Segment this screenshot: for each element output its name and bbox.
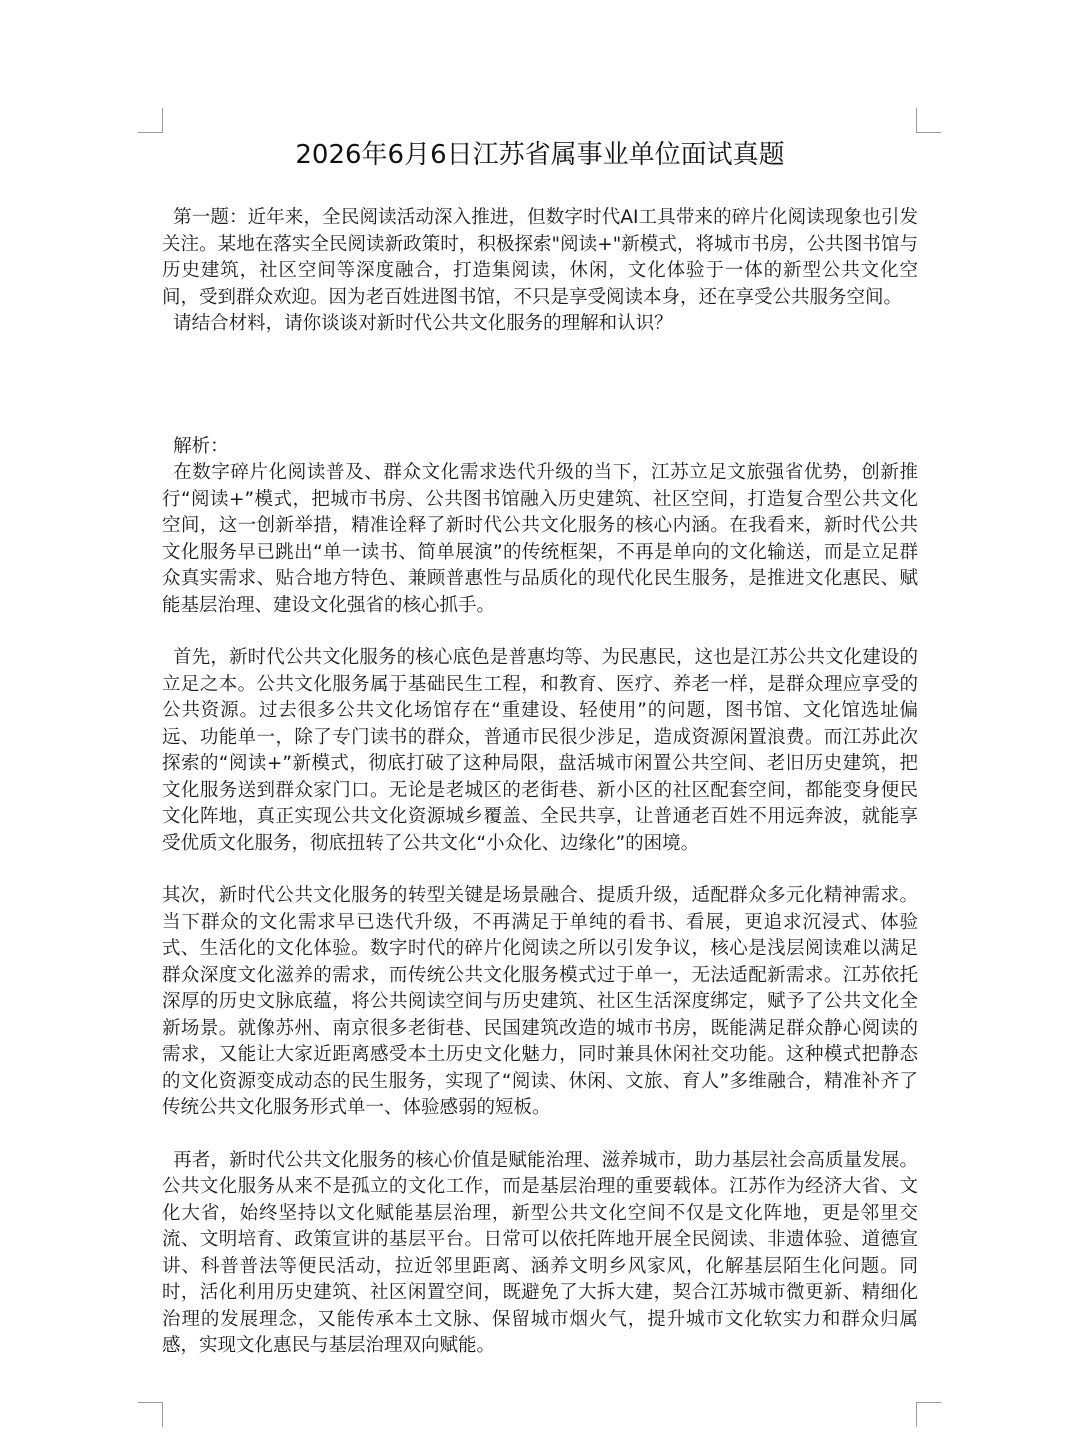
crop-mark-top-right [916,108,941,133]
crop-mark-bottom-left [138,1402,163,1427]
analysis-paragraph-2: 首先，新时代公共文化服务的核心底色是普惠均等、为民惠民，这也是江苏公共文化建设的立足之本。公共文化服务属于基础民生工程，和教育、医疗、养老一样，是群众理应享受的公共资源。过去很多公共文化场馆存在“重建设、轻使用”的问题，图书馆、文化馆选址偏远、功能单一，除了专门读书的群众，普通市民很少涉足，造成资源闲置浪费。而江苏此次探索的“阅读+”新模式，彻底打破了这种局限，盘活城市闲置公共空间、老旧历史建筑，把文化服务送到群众家门口。无论是老城区的老街巷、新小区的社区配套空间，都能变身便民文化阵地，真正实现公共文化资源城乡覆盖、全民共享，让普通老百姓不用远奔波，就能享受优质文化服务，彻底扭转了公共文化“小众化、边缘化”的困境。 [162,647,918,854]
question-prompt: 请结合材料，请你谈谈对新时代公共文化服务的理解和认识？ [173,313,673,334]
analysis-paragraph-3: 其次，新时代公共文化服务的转型关键是场景融合、提质升级，适配群众多元化精神需求。当下群众的文化需求早已迭代升级，不再满足于单纯的看书、看展，更追求沉浸式、体验式、生活化的文化体验。数字时代的碎片化阅读之所以引发争议，核心是浅层阅读难以满足群众深度文化滋养的需求，而传统公共文化服务模式过于单一，无法适配新需求。江苏依托深厚的历史文脉底蕴，将公共阅读空间与历史建筑、社区生活深度绑定，赋予了公共文化全新场景。就像苏州、南京很多老街巷、民国建筑改造的城市书房，既能满足群众静心阅读的需求，又能让大家近距离感受本土历史文化魅力，同时兼具休闲社交功能。这种模式把静态的文化资源变成动态的民生服务，实现了“阅读、休闲、文旅、育人”多维融合，精准补齐了传统公共文化服务形式单一、体验感弱的短板。 [162,885,918,1118]
analysis-paragraph-1: 在数字碎片化阅读普及、群众文化需求迭代升级的当下，江苏立足文旅强省优势，创新推行“阅读+”模式，把城市书房、公共图书馆融入历史建筑、社区空间，打造复合型公共文化空间，这一创新举措，精准诠释了新时代公共文化服务的核心内涵。在我看来，新时代公共文化服务早已跳出“单一读书、简单展演”的传统框架，不再是单向的文化输送，而是立足群众真实需求、贴合地方特色、兼顾普惠性与品质化的现代化民生服务，是推进文化惠民、赋能基层治理、建设文化强省的核心抓手。 [162,462,918,616]
page-title: 2026年6月6日江苏省属事业单位面试真题 [295,140,785,170]
analysis-label: 解析： [173,435,229,457]
analysis-paragraph-4: 再者，新时代公共文化服务的核心价值是赋能治理、滋养城市，助力基层社会高质量发展。公共文化服务从来不是孤立的文化工作，而是基层治理的重要载体。江苏作为经济大省、文化大省，始终坚持以文化赋能基层治理，新型公共文化空间不仅是文化阵地，更是邻里交流、文明培育、政策宣讲的基层平台。日常可以依托阵地开展全民阅读、非遗体验、道德宣讲、科普普法等便民活动，拉近邻里距离、涵养文明乡风家风，化解基层陌生化问题。同时，活化利用历史建筑、社区闲置空间，既避免了大拆大建，契合江苏城市微更新、精细化治理的发展理念，又能传承本土文脉、保留城市烟火气，提升城市文化软实力和群众归属感，实现文化惠民与基层治理双向赋能。 [162,1149,918,1356]
question-intro: 第一题：近年来，全民阅读活动深入推进，但数字时代AI工具带来的碎片化阅读现象也引发关注。某地在落实全民阅读新政策时，积极探索"阅读+"新模式，将城市书房，公共图书馆与历史建筑，社区空间等深度融合，打造集阅读，休闲，文化体验于一体的新型公共文化空间，受到群众欢迎。因为老百姓进图书馆，不只是享受阅读本身，还在享受公共服务空间。 [162,207,918,308]
crop-mark-top-left [138,108,163,133]
crop-mark-bottom-right [916,1402,941,1427]
document-body [162,135,918,1360]
